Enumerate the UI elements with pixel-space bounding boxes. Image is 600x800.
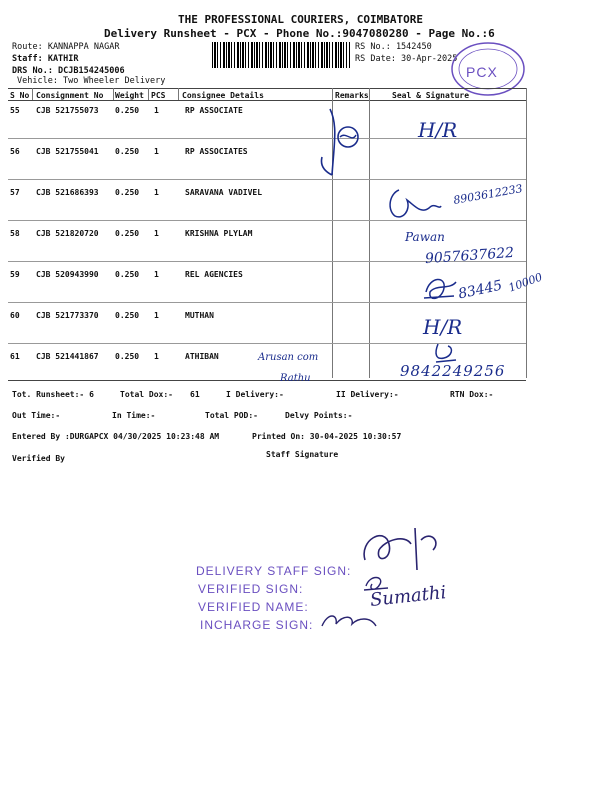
handwritten-note-1: Arusan com (258, 352, 319, 363)
entered-by: Entered By :DURGAPCX 04/30/2025 10:23:48 AM (12, 432, 220, 441)
handwritten-phone-2: 9057637622 (424, 244, 515, 268)
handwritten-phone-1: 8903612233 (452, 182, 524, 207)
weight: 0.250 (115, 352, 140, 361)
barcode (212, 42, 350, 68)
col-remarks: Remarks (335, 91, 369, 100)
vehicle: Vehicle: Two Wheeler Delivery (17, 76, 166, 86)
handwritten-phone-3: 83445 (456, 277, 504, 303)
out-time: Out Time:- (12, 411, 61, 420)
consignment-no: CJB 521755041 (36, 147, 99, 156)
col-consignment: Consignment No (36, 91, 104, 100)
pcs: 1 (154, 352, 159, 361)
consignee: KRISHNA PLYLAM (185, 229, 253, 238)
consignee: SARAVANA VADIVEL (185, 188, 263, 197)
consignee: RP ASSOCIATE (185, 106, 243, 115)
signature-row-59 (420, 272, 460, 306)
col-seal: Seal & Signature (392, 91, 470, 100)
delivery-staff-sign-label: DELIVERY STAFF SIGN: (196, 564, 352, 578)
pcs: 1 (154, 229, 159, 238)
consignment-no: CJB 521773370 (36, 311, 99, 320)
rs-date: RS Date: 30-Apr-2025 (355, 54, 458, 64)
staff: Staff: KATHIR (12, 54, 79, 64)
remarks-scribble (300, 105, 370, 180)
handwritten-hr-2: H/R (423, 315, 463, 339)
handwritten-hr-1: H/R (418, 118, 458, 142)
pcs: 1 (154, 106, 159, 115)
rs-number: RS No.: 1542450 (355, 42, 432, 52)
sno: 59 (10, 270, 20, 279)
delvy-points: Delvy Points:- (285, 411, 353, 420)
col-weight: Weight (115, 91, 144, 100)
consignment-no: CJB 521686393 (36, 188, 99, 197)
signature-row-57 (385, 180, 445, 230)
consignment-no: CJB 521755073 (36, 106, 99, 115)
col-consignee: Consignee Details (182, 91, 264, 100)
consignment-no: CJB 520943990 (36, 270, 99, 279)
pcs: 1 (154, 270, 159, 279)
incharge-sign-label: INCHARGE SIGN: (200, 618, 314, 632)
consignee: ATHIBAN (185, 352, 219, 361)
handwritten-phone-4: 9842249256 (400, 362, 506, 380)
route: Route: KANNAPPA NAGAR (12, 42, 120, 52)
sno: 57 (10, 188, 20, 197)
sno: 60 (10, 311, 20, 320)
i-delivery: I Delivery:- (226, 390, 284, 399)
runsheet-subtitle: Delivery Runsheet - PCX - Phone No.:9047080280 - Page No.:6 (104, 27, 495, 40)
ii-delivery: II Delivery:- (336, 390, 399, 399)
consignment-no: CJB 521820720 (36, 229, 99, 238)
consignment-no: CJB 521441867 (36, 352, 99, 361)
verified-sign-label: VERIFIED SIGN: (198, 582, 304, 596)
weight: 0.250 (115, 311, 140, 320)
total-dox-value: 61 (190, 390, 200, 399)
weight: 0.250 (115, 106, 140, 115)
pcs: 1 (154, 188, 159, 197)
table-bottom-rule (8, 380, 526, 381)
handwritten-note-2: Rathu (280, 373, 311, 384)
sno: 58 (10, 229, 20, 238)
printed-on: Printed On: 30-04-2025 10:30:57 (252, 432, 402, 441)
pcx-stamp-text: PCX (466, 64, 498, 80)
in-time: In Time:- (112, 411, 156, 420)
drs-number: DRS No.: DCJB154245006 (12, 66, 125, 76)
pcs: 1 (154, 311, 159, 320)
handwritten-name-1: Pawan (405, 230, 445, 244)
verified-name-label: VERIFIED NAME: (198, 600, 309, 614)
table-top-rule (8, 88, 526, 89)
weight: 0.250 (115, 270, 140, 279)
verifier-name: Sumathi (369, 582, 448, 611)
total-pod: Total POD:- (205, 411, 258, 420)
handwritten-amount: 10000 (506, 270, 545, 295)
sno: 61 (10, 352, 20, 361)
rtn-dox: RTN Dox:- (450, 390, 494, 399)
table-header-rule (8, 100, 526, 101)
staff-signature: Staff Signature (266, 450, 339, 459)
delivery-staff-signature (355, 520, 445, 575)
company-title: THE PROFESSIONAL COURIERS, COIMBATORE (178, 13, 424, 26)
consignee: RP ASSOCIATES (185, 147, 248, 156)
weight: 0.250 (115, 188, 140, 197)
incharge-signature (318, 610, 382, 632)
sno: 56 (10, 147, 20, 156)
weight: 0.250 (115, 229, 140, 238)
col-pcs: PCS (151, 91, 166, 100)
consignee: MUTHAN (185, 311, 214, 320)
col-sno: S No (10, 91, 30, 100)
weight: 0.250 (115, 147, 140, 156)
consignee: REL AGENCIES (185, 270, 243, 279)
verified-by: Verified By (12, 454, 65, 463)
total-dox-label: Total Dox:- (120, 390, 173, 399)
sno: 55 (10, 106, 20, 115)
tot-runsheet: Tot. Runsheet:- 6 (12, 390, 94, 399)
pcs: 1 (154, 147, 159, 156)
